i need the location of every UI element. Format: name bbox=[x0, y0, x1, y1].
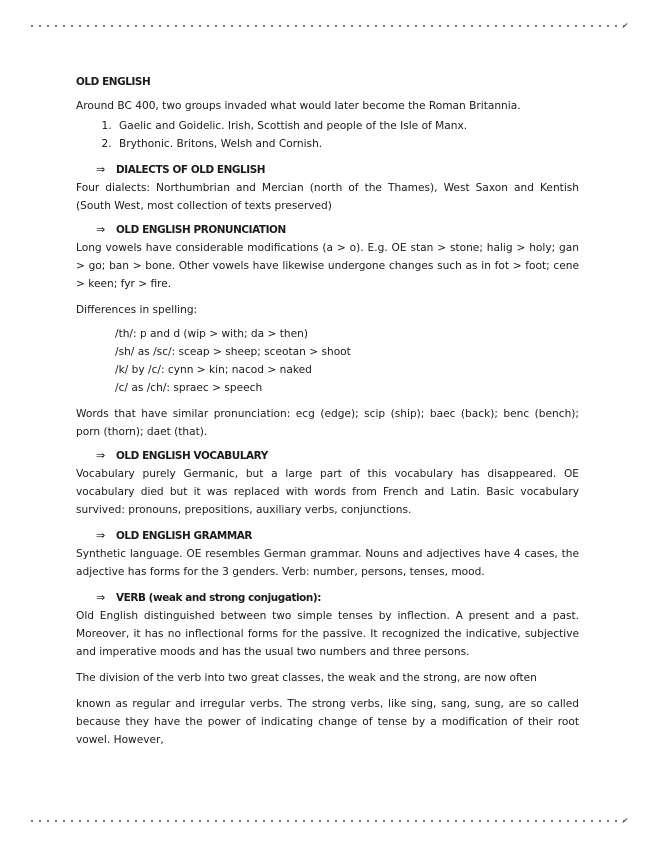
section-heading-dialects bbox=[96, 161, 579, 179]
torn-edge-bottom bbox=[28, 818, 628, 824]
dialects-paragraph: Four dialects: Northumbrian and Mercian (north of the Thames), West Saxon and Kentish (South West, most collection of texts preserved) bbox=[76, 182, 579, 212]
section-title: OLD ENGLISH GRAMMAR bbox=[116, 530, 252, 542]
page-title: OLD ENGLISH bbox=[76, 76, 151, 88]
section-title: OLD ENGLISH PRONUNCIATION bbox=[116, 224, 286, 236]
spelling-item: /th/: p and d (wip > with; da > then) bbox=[115, 328, 308, 340]
torn-edge-top bbox=[28, 23, 628, 29]
section-heading-grammar bbox=[96, 527, 579, 545]
list-item: 2. Brythonic. Britons, Welsh and Cornish. bbox=[115, 135, 579, 153]
vocabulary-paragraph: Vocabulary purely Germanic, but a large part of this vocabulary has disappeared. OE vocabulary died but it was replaced with words from French and Latin. Basic vocabulary survived: pronouns, prepositions, auxiliary verbs, conjunctions. bbox=[76, 468, 579, 516]
verb-paragraph-2: The division of the verb into two great classes, the weak and the strong, are now often bbox=[76, 672, 537, 684]
similar-pronunciation-paragraph: Words that have similar pronunciation: ecg (edge); scip (ship); baec (back); benc (bench); porn (thorn); daet (that). bbox=[76, 408, 579, 438]
intro-paragraph: Around BC 400, two groups invaded what would later become the Roman Britannia. bbox=[76, 100, 521, 112]
grammar-paragraph: Synthetic language. OE resembles German grammar. Nouns and adjectives have 4 cases, the adjective has forms for the 3 genders. Verb: number, persons, tenses, mood. bbox=[76, 548, 579, 578]
section-heading-pronunciation bbox=[96, 221, 579, 239]
document-page bbox=[76, 73, 579, 749]
list-item: 1. Gaelic and Goidelic. Irish, Scottish and people of the Isle of Manx. bbox=[115, 117, 579, 135]
arrow-icon: ⇒ bbox=[96, 529, 105, 542]
section-title: DIALECTS OF OLD ENGLISH bbox=[116, 164, 266, 176]
section-heading-verb bbox=[96, 589, 579, 607]
spelling-label: Differences in spelling: bbox=[76, 304, 198, 316]
verb-paragraph-3: known as regular and irregular verbs. The strong verbs, like sing, sang, sung, are so called because they have the power of indicating change of tense by a modification of their root vowel. However, bbox=[76, 698, 579, 746]
section-title: VERB (weak and strong conjugation): bbox=[116, 592, 322, 604]
groups-list bbox=[76, 117, 579, 153]
spelling-list bbox=[115, 325, 579, 397]
pronunciation-paragraph: Long vowels have considerable modifications (a > o). E.g. OE stan > stone; halig > holy; gan > go; ban > bone. Other vowels have likewise undergone changes such as in fot > foot; cene > keen; fyr > fire. bbox=[76, 242, 579, 290]
verb-paragraph-1: Old English distinguished between two simple tenses by inflection. A present and a past. Moreover, it has no inflectional forms for the passive. It recognized the indicative, subjective and imperative moods and has the usual two numbers and three persons. bbox=[76, 610, 579, 658]
arrow-icon: ⇒ bbox=[96, 449, 105, 462]
arrow-icon: ⇒ bbox=[96, 591, 105, 604]
arrow-icon: ⇒ bbox=[96, 223, 105, 236]
section-title: OLD ENGLISH VOCABULARY bbox=[116, 450, 268, 462]
spelling-item: /sh/ as /sc/: sceap > sheep; sceotan > shoot bbox=[115, 346, 351, 358]
spelling-item: /k/ by /c/: cynn > kin; nacod > naked bbox=[115, 364, 312, 376]
section-heading-vocabulary bbox=[96, 447, 579, 465]
spelling-item: /c/ as /ch/: spraec > speech bbox=[115, 382, 263, 394]
arrow-icon: ⇒ bbox=[96, 163, 105, 176]
